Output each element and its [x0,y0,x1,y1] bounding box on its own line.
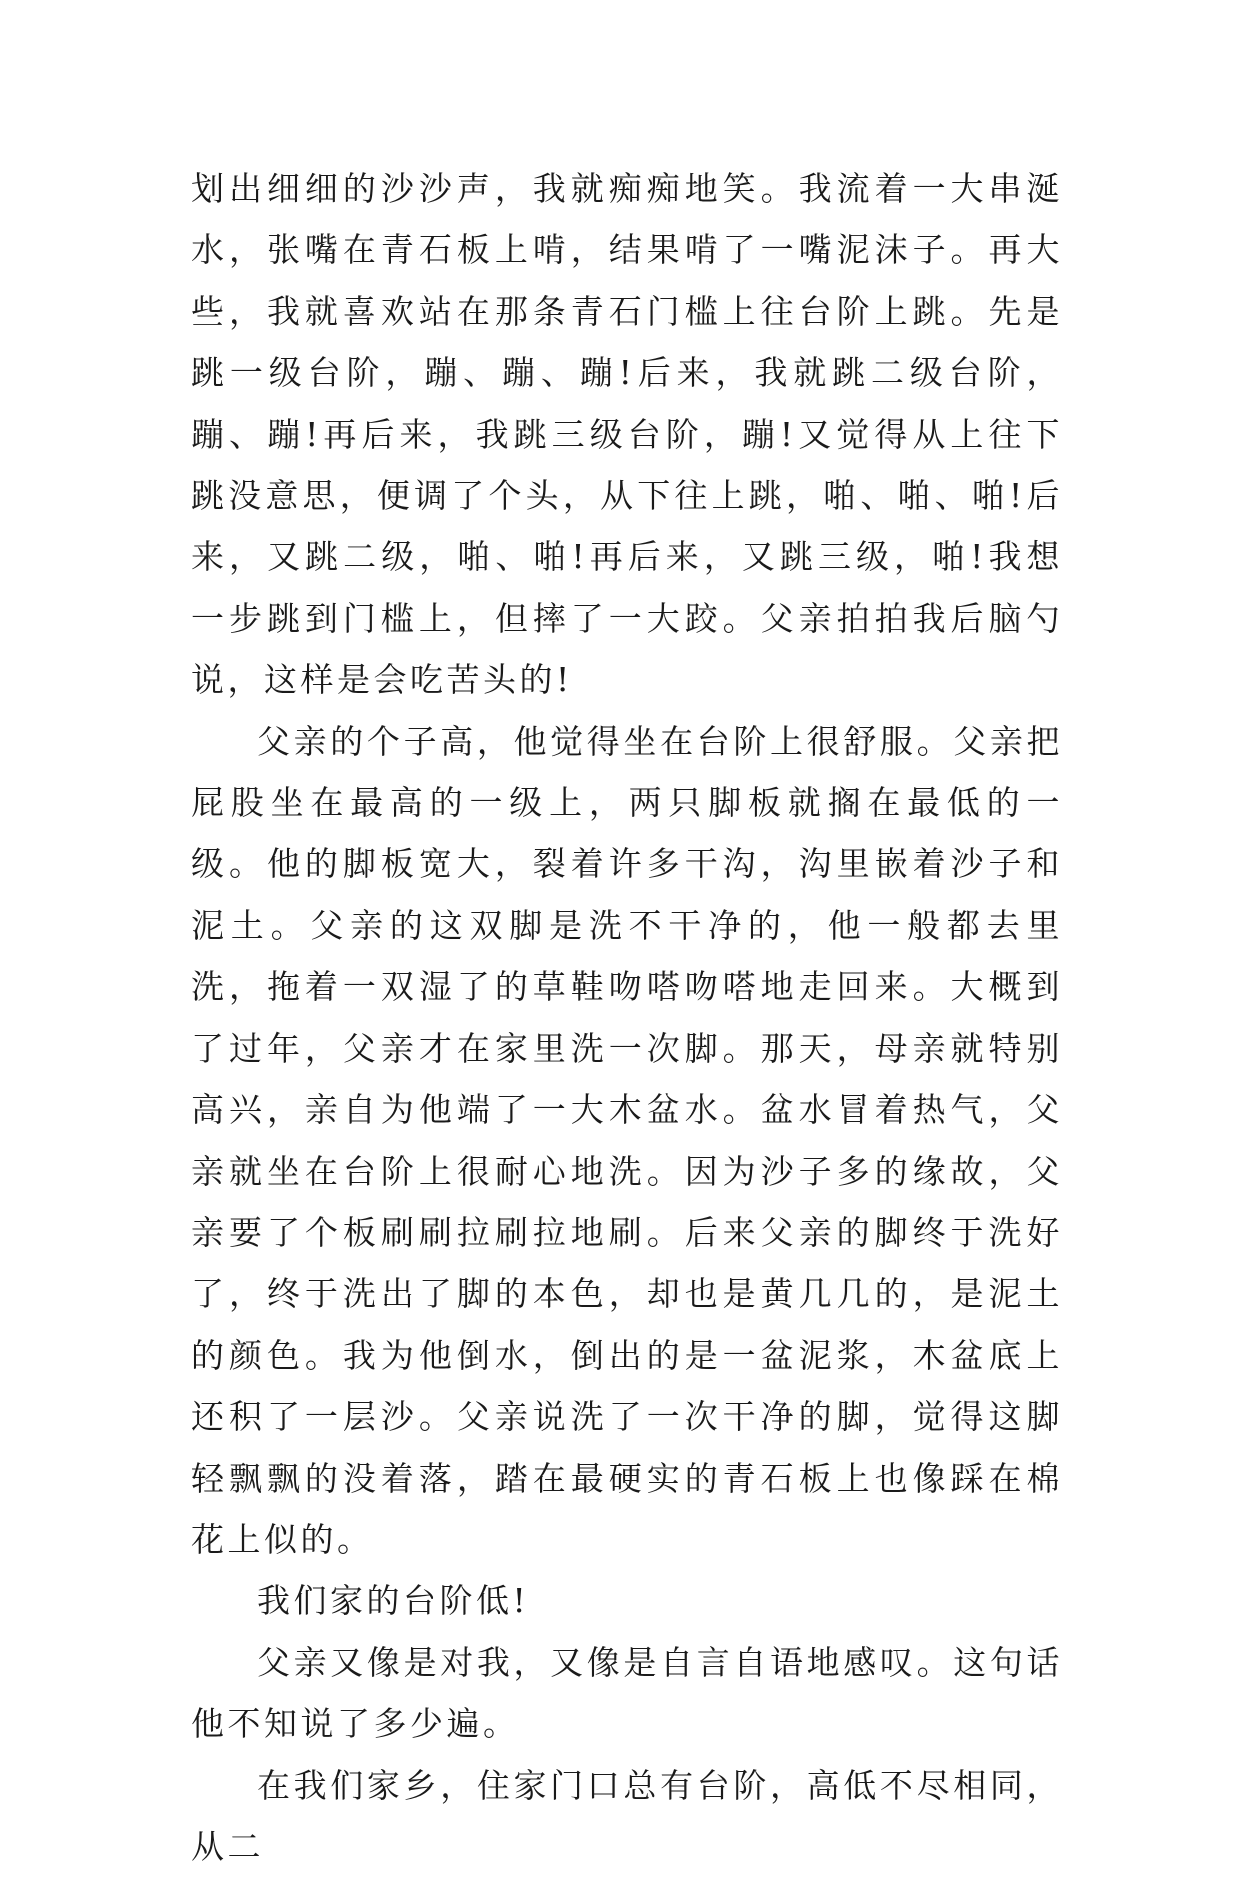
paragraph-5: 在我们家乡，住家门口总有台阶，高低不尽相同，从二 [191,1765,1063,1866]
paragraph-2: 父亲的个子高，他觉得坐在台阶上很舒服。父亲把屁股坐在最高的一级上，两只脚板就搁在最低的一级。他的脚板宽大，裂着许多干沟，沟里嵌着沙子和泥土。父亲的这双脚是洗不干净的，他一般都去里洗，拖着一双湿了的草鞋吻嗒吻嗒地走回来。大概到了过年，父亲才在家里洗一次脚。那天，母亲就特别高兴，亲自为他端了一大木盆水。盆水冒着热气，父亲就坐在台阶上很耐心地洗。因为沙子多的缘故，父亲要了个板刷刷拉刷拉地刷。后来父亲的脚终于洗好了，终于洗出了脚的本色，却也是黄几几的，是泥土的颜色。我为他倒水，倒出的是一盆泥浆，木盆底上还积了一层沙。父亲说洗了一次干净的脚，觉得这脚轻飘飘的没着落，踏在最硬实的青石板上也像踩在棉花上似的。 [191,721,1063,1559]
paragraph-3: 我们家的台阶低! [257,1581,530,1621]
paragraph-4: 父亲又像是对我，又像是自言自语地感叹。这句话他不知说了多少遍。 [191,1642,1063,1744]
paragraph-1: 划出细细的沙沙声，我就痴痴地笑。我流着一大串涎水，张嘴在青石板上啃，结果啃了一嘴泥沫子。再大些，我就喜欢站在那条青石门槛上往台阶上跳。先是跳一级台阶，蹦、蹦、蹦!后来，我就跳二级台阶，蹦、蹦!再后来，我跳三级台阶，蹦!又觉得从上往下跳没意思，便调了个头，从下往上跳，啪、啪、啪!后来，又跳二级，啪、啪!再后来，又跳三级，啪!我想一步跳到门槛上，但摔了一大跤。父亲拍拍我后脑勺说，这样是会吃苦头的! [191,169,1063,700]
body-text [191,158,1063,1877]
